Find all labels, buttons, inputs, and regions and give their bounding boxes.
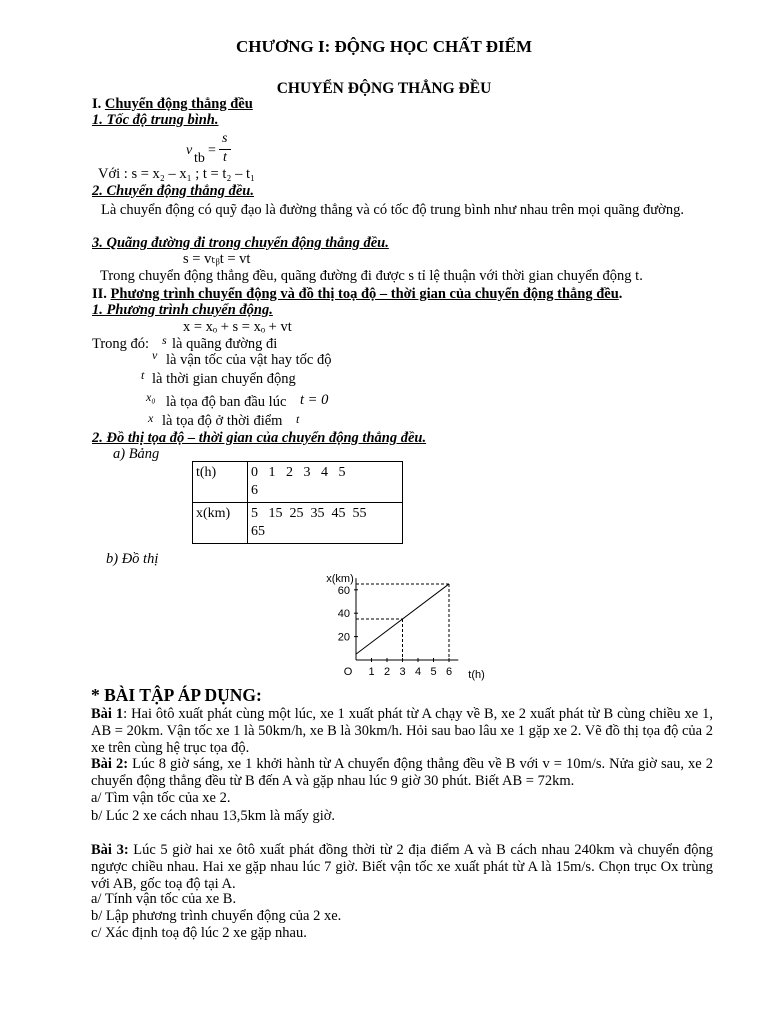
- symbol-x: x: [148, 411, 154, 425]
- x-tick-label: 4: [414, 666, 422, 678]
- definition-v: là vận tốc của vật hay tốc độ: [166, 352, 332, 368]
- series-line: [356, 584, 449, 654]
- distance-proportional-text: Trong chuyển động thẳng đều, quãng đường đi được s tỉ lệ thuận với thời gian chuyển động t.: [100, 268, 643, 284]
- origin-label: O: [343, 666, 353, 678]
- table-cell: 0 1 2 3 4 5 6: [248, 462, 403, 503]
- chapter-title: CHƯƠNG I: ĐỘNG HỌC CHẤT ĐIỂM: [235, 37, 533, 56]
- symbol-s: s: [162, 333, 167, 347]
- section-1-2-heading: 2. Chuyển động thẳng đều.: [92, 183, 254, 199]
- exercise-3-a: a/ Tính vận tốc của xe B.: [91, 891, 237, 907]
- document-page: CHƯƠNG I: ĐỘNG HỌC CHẤT ĐIỂM CHUYỂN ĐỘNG THẲNG ĐỀU I. Chuyển động thẳng đều 1. Tốc độ trung bình. v tb = s t Với : s = x₂ – x₁ ; t = t₂ – t₁ 2. Chuyển động thẳng đều. Là chuyển động có quỹ đạo là đường thẳng và có tốc độ trung bình như nhau trên mọi quãng đường. 3. Quãng đường đi trong chuyển động thẳng đều. s = vₜᵦt = vt Trong chuyển động thẳng đều, quãng đường đi được s tỉ lệ thuận với thời gian chuyển động t. II. Phương trình chuyển động và đồ thị toạ độ – thời gian của chuyển động thẳng đều. 1. Phương trình chuyển động. x = xₒ + s = xₒ + vt Trong đó: s là quãng đường đi v là vận tốc của vật hay tốc độ t là thời gian chuyển động x₀ là tọa độ ban đầu lúc t = 0 x là tọa độ ở thời điểm t 2. Đồ thị tọa độ – thời gian của chuyển động thẳng đều. a) Bảng t(h) 0 1 2 3 4 5 6 x(km) 5 15 25 35 45 55 65 b) Đồ thị O 1 2 3 4 5 6 20 40 60 x(km) t(h) * BÀI TẬP ÁP DỤNG: Bài 1: Hai ôtô xuất phát cùng một lúc, xe 1 xuất phát từ A chạy về B, xe 2 xuất phát từ B cùng chiều xe 1, AB = 20km. Vận tốc xe 1 là 50km/h, xe B là 30km/h. Hỏi sau bao lâu xe 1 gặp xe 2. Vẽ đồ thị tọa độ của 2 xe trên cùng hệ trục tọa độ. Bài 2: Lúc 8 giờ sáng, xe 1 khởi hành từ A chuyển động thẳng đều về B với v = 10m/s. Nửa giờ sau, xe 2 chuyển động thẳng đều từ B đến A và gặp nhau lúc 9 giờ 30 phút. Biết AB = 72km. a/ Tìm vận tốc của xe 2. b/ Lúc 2 xe cách nhau 13,5km là mấy giờ. Bài 3: Lúc 5 giờ hai xe ôtô xuất phát đồng thời từ 2 địa điểm A và B cách nhau 240km và chuyển động ngược chiều nhau. Hai xe gặp nhau lúc 7 giờ. Biết vận tốc xe xuất phát từ A là 15m/s. Chọn trục Ox trùng với AB, gốc toạ độ tại A. a/ Tính vận tốc của xe B. b/ Lập phương trình chuyển động của 2 xe. c/ Xác định toạ độ lúc 2 xe gặp nhau.: [0, 0, 768, 1024]
- section-1-1-heading: 1. Tốc độ trung bình.: [92, 112, 219, 128]
- where-label: Trong đó:: [92, 336, 150, 352]
- x-tick-label: 1: [368, 666, 375, 678]
- y-axis-label: x(km): [326, 573, 354, 586]
- exercises-heading: * BÀI TẬP ÁP DỤNG:: [91, 685, 262, 705]
- condition-t0: t = 0: [300, 392, 329, 408]
- table-cell: 5 15 25 35 45 55 65: [248, 503, 403, 544]
- exercise-1: Bài 1: Hai ôtô xuất phát cùng một lúc, xe 1 xuất phát từ A chạy về B, xe 2 xuất phát từ B cùng chiều xe 1, AB = 20km. Vận tốc xe 1 là 50km/h, xe B là 30km/h. Hỏi sau bao lâu xe 1 gặp xe 2. Vẽ đồ thị tọa độ của 2 xe trên cùng hệ trục tọa độ.: [91, 706, 713, 756]
- data-table: [192, 461, 403, 544]
- lesson-title: CHUYỂN ĐỘNG THẲNG ĐỀU: [276, 80, 492, 97]
- symbol-t-moment: t: [296, 412, 300, 426]
- position-time-chart: [300, 560, 500, 688]
- exercise-3: Bài 3: Lúc 5 giờ hai xe ôtô xuất phát đồng thời từ 2 địa điểm A và B cách nhau 240km và chuyển động ngược chiều nhau. Hai xe gặp nhau lúc 7 giờ. Biết vận tốc xe xuất phát từ A là 15m/s. Chọn trục Ox trùng với AB, gốc toạ độ tại A.: [91, 842, 714, 892]
- section-2-heading: II. Phương trình chuyển động và đồ thị toạ độ – thời gian của chuyển động thẳng đều.: [92, 286, 623, 302]
- section-1-heading: I. Chuyển động thẳng đều: [92, 96, 253, 112]
- symbol-v: v: [152, 348, 158, 362]
- x-tick-label: 2: [383, 666, 391, 678]
- definition-t: là thời gian chuyển động: [152, 371, 296, 387]
- symbol-t: t: [141, 368, 145, 382]
- table-caption: a) Bảng: [113, 446, 160, 462]
- symbol-x0: x₀: [146, 390, 156, 404]
- exercise-3-c: c/ Xác định toạ độ lúc 2 xe gặp nhau.: [91, 925, 307, 941]
- table-row: [193, 462, 403, 503]
- table-cell: t(h): [193, 462, 248, 503]
- exercise-2-a: a/ Tìm vận tốc của xe 2.: [91, 790, 231, 806]
- exercise-2-b: b/ Lúc 2 xe cách nhau 13,5km là mấy giờ.: [91, 808, 336, 824]
- table-row: [193, 503, 403, 544]
- definition-x: là tọa độ ở thời điểm: [162, 413, 283, 429]
- uniform-motion-definition: Là chuyển động có quỹ đạo là đường thẳng và có tốc độ trung bình như nhau trên mọi quãng đường.: [101, 202, 684, 218]
- section-1-3-heading: 3. Quãng đường đi trong chuyển động thẳng đều.: [92, 235, 389, 251]
- distance-formula: s = vₜᵦt = vt: [183, 251, 251, 267]
- x-tick-label: 6: [445, 666, 453, 678]
- graph-caption: b) Đồ thị: [106, 551, 159, 567]
- section-2-2-heading: 2. Đồ thị tọa độ – thời gian của chuyển động thẳng đều.: [92, 430, 427, 446]
- with-definition: Với : s = x₂ – x₁ ; t = t₂ – t₁: [98, 166, 256, 182]
- x-tick-label: 3: [399, 666, 406, 678]
- y-tick-label: 60: [337, 584, 350, 597]
- y-tick-label: 20: [337, 631, 350, 644]
- exercise-2: Bài 2: Lúc 8 giờ sáng, xe 1 khởi hành từ A chuyển động thẳng đều về B với v = 10m/s. Nửa giờ sau, xe 2 chuyển động thẳng đều từ B đến A và gặp nhau lúc 9 giờ 30 phút. Biết AB = 72km.: [91, 756, 714, 789]
- y-tick-label: 40: [337, 608, 350, 621]
- table-cell: x(km): [193, 503, 248, 544]
- x-axis-label: t(h): [468, 669, 485, 681]
- exercise-3-b: b/ Lập phương trình chuyển động của 2 xe.: [91, 908, 342, 924]
- definition-s: là quãng đường đi: [172, 336, 278, 352]
- definition-x0: là tọa độ ban đầu lúc: [166, 394, 287, 410]
- motion-equation: x = xₒ + s = xₒ + vt: [183, 319, 292, 335]
- x-tick-label: 5: [430, 666, 437, 678]
- section-2-1-heading: 1. Phương trình chuyển động.: [92, 302, 273, 318]
